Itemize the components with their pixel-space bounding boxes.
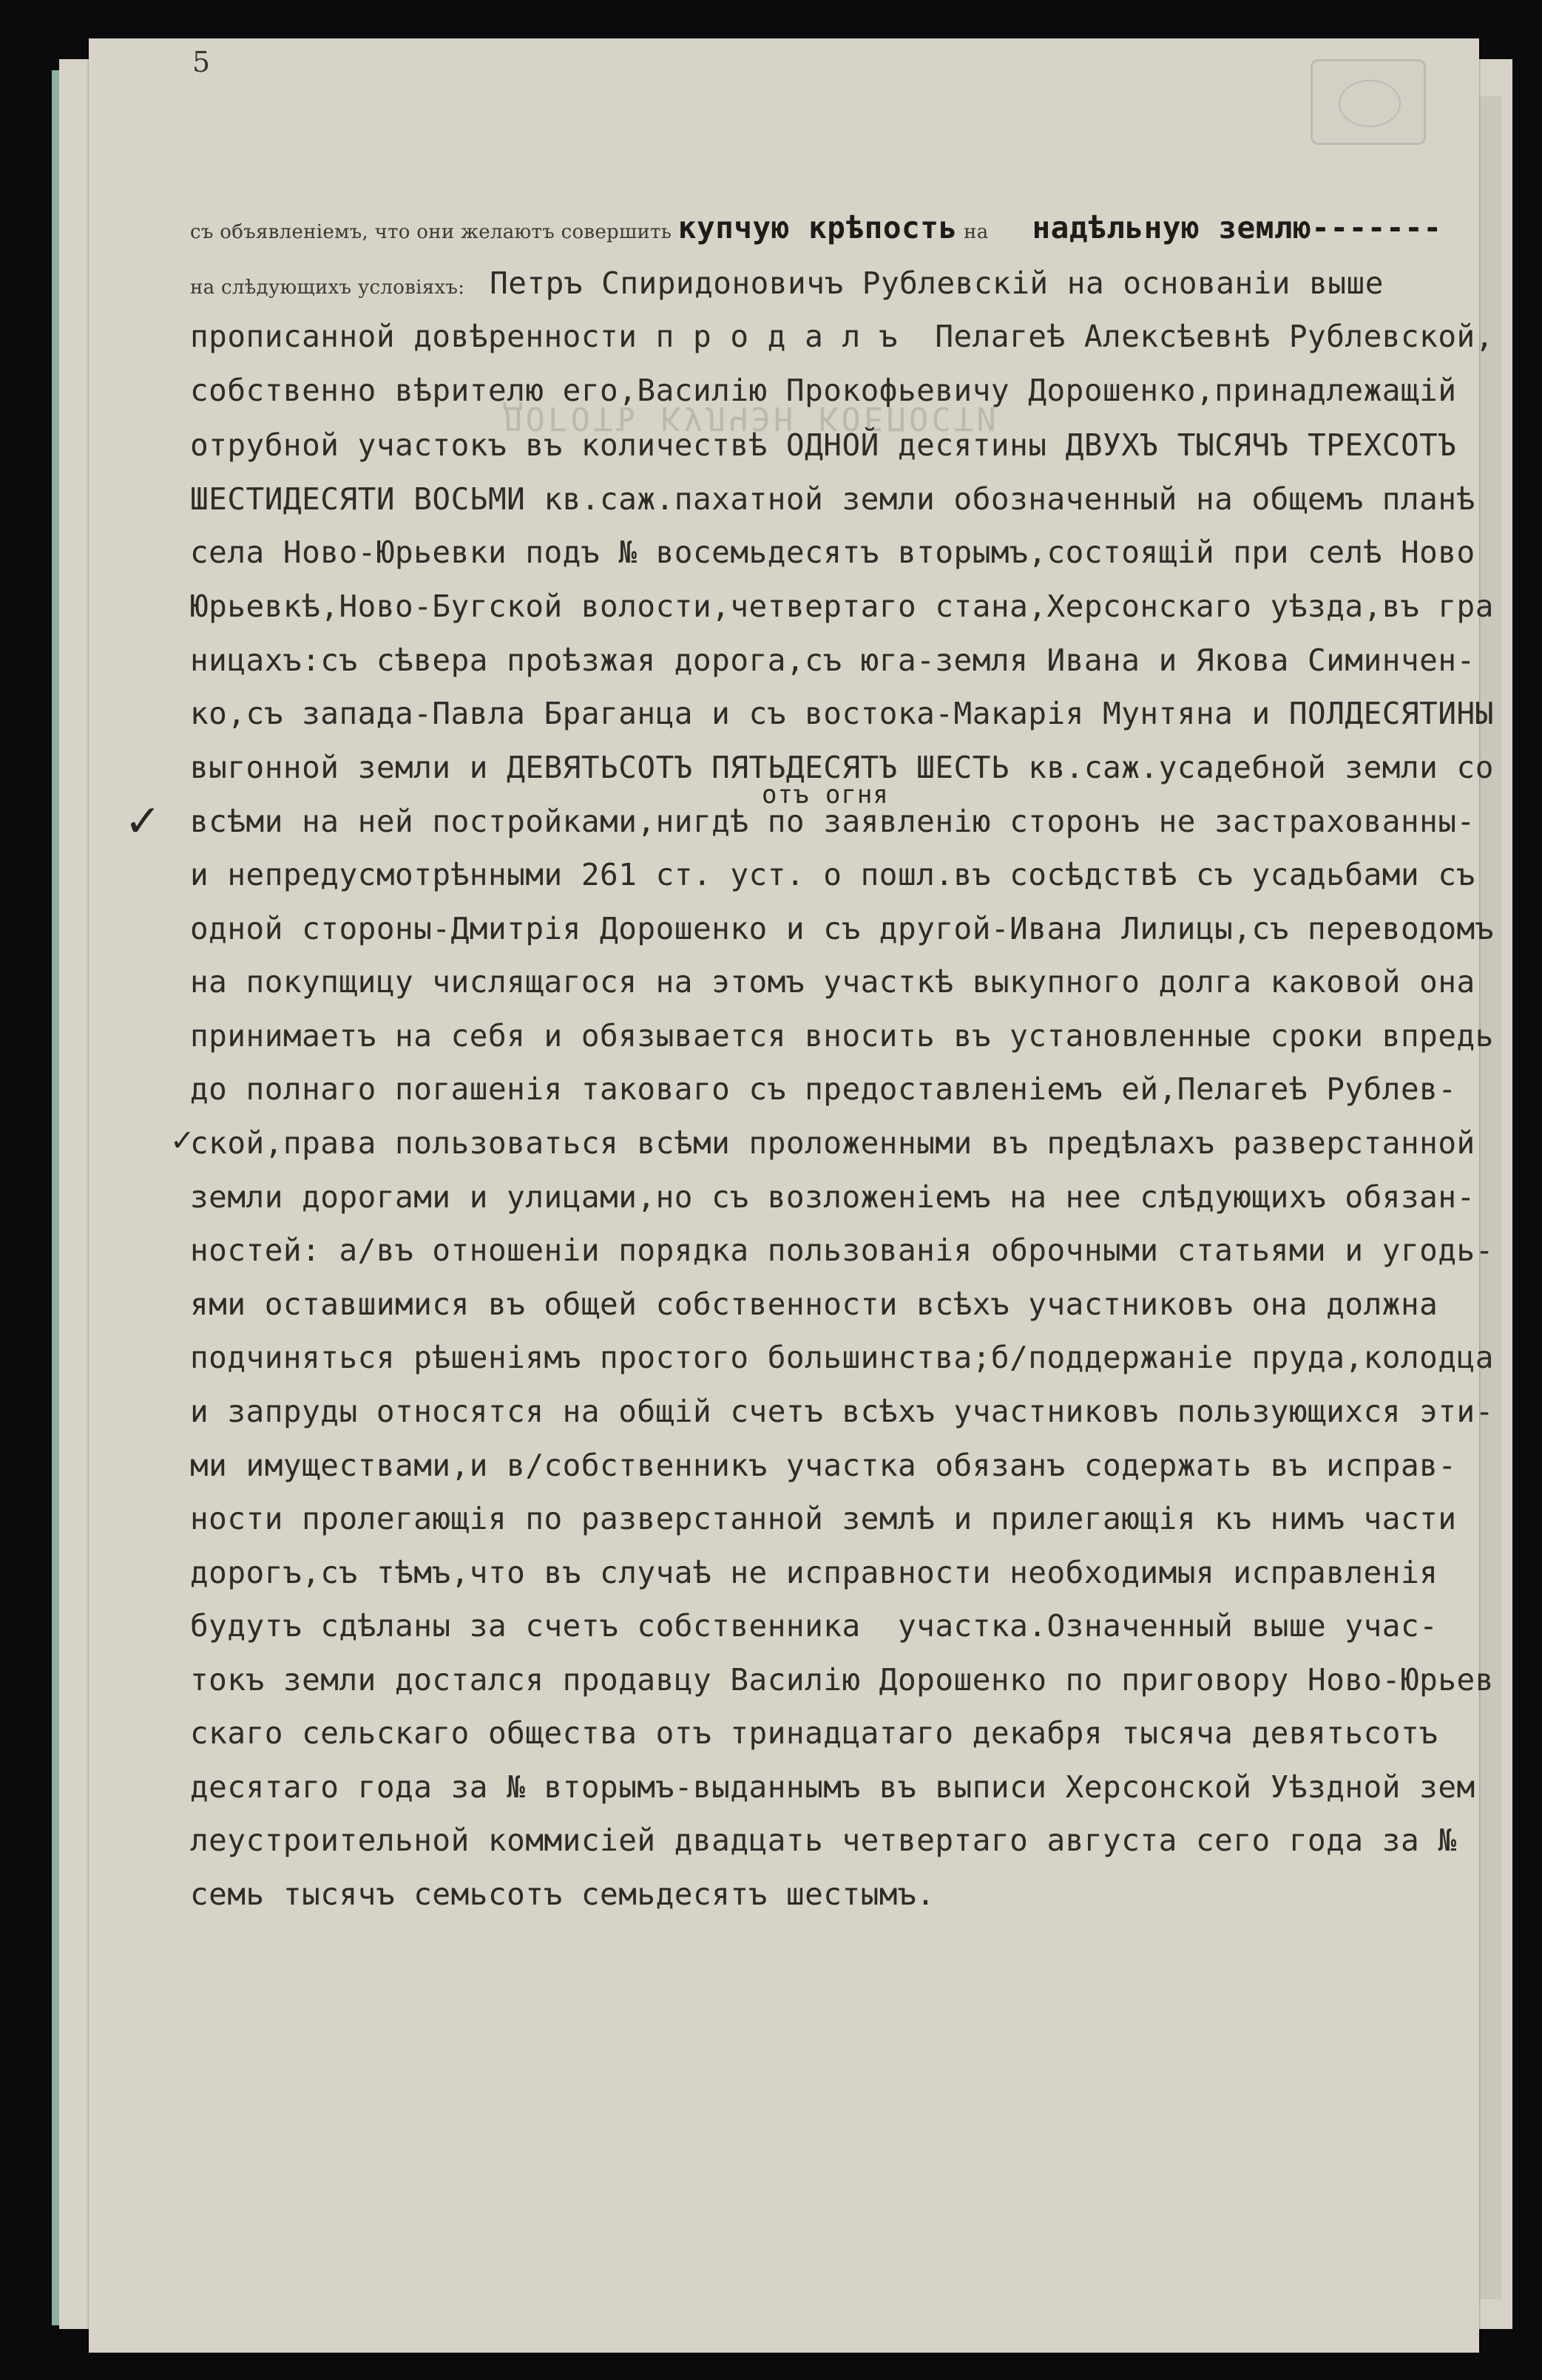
text-line xyxy=(190,534,1475,571)
text-line xyxy=(190,265,1470,306)
text-segment: собственно вѣрителю его,Василію Прокофьевичу Дорошенко,принадлежащій xyxy=(190,373,1457,408)
text-line xyxy=(190,372,1470,409)
text-line xyxy=(190,427,1470,464)
text-segment: ми имуществами,и в/собственникъ участка обязанъ содержать въ исправ- xyxy=(190,1448,1457,1483)
text-line xyxy=(190,588,1494,625)
text-segment: купчую крѣпость xyxy=(677,210,958,245)
text-line xyxy=(190,1125,1475,1162)
text-segment: до полнаго погашенія таковаго съ предоставленіемъ ей,Пелагеѣ Рублев- xyxy=(190,1071,1457,1107)
text-segment: токъ земли достался продавцу Василію Дорошенко по приговору Ново-Юрьев xyxy=(190,1662,1494,1698)
text-line xyxy=(190,481,1475,518)
margin-check-mark: ✓ xyxy=(124,796,162,847)
text-segment: всѣми на ней постройками,нигдѣ по заявленію сторонъ не застрахованны- xyxy=(190,804,1475,839)
text-segment: ницахъ:съ сѣвера проѣзжая дорога,съ юга-земля Ивана и Якова Симинчен- xyxy=(190,643,1475,678)
text-segment: Юрьевкѣ,Ново-Бугской волости,четвертаго стана,Херсонскаго уѣзда,въ гра xyxy=(190,589,1494,624)
text-segment: ности пролегающія по разверстанной землѣ и прилегающія къ нимъ части xyxy=(190,1501,1457,1536)
text-segment: съ объявленіемъ, что они желаютъ совершить xyxy=(190,221,678,243)
text-line xyxy=(190,1339,1494,1376)
text-line xyxy=(190,910,1494,947)
text-segment: дорогъ,съ тѣмъ,что въ случаѣ не исправности необходимыя исправленія xyxy=(190,1555,1438,1590)
text-segment: скаго сельскаго общества отъ тринадцатаго декабря тысяча девятьсотъ xyxy=(190,1715,1438,1751)
text-segment: прописанной довѣренности п р о д а л ъ Пелагеѣ Алексѣевнѣ Рублевской, xyxy=(190,319,1494,354)
text-line xyxy=(190,1876,1470,1913)
text-segment: ностей: а/въ отношеніи порядка пользованія оброчными статьями и угодь- xyxy=(190,1233,1494,1268)
text-segment: отрубной участокъ въ количествѣ ОДНОЙ десятины ДВУХЪ ТЫСЯЧЪ ТРЕХСОТЪ xyxy=(190,427,1457,463)
text-segment: подчиняться рѣшеніямъ простого большинства;б/поддержаніе пруда,колодца xyxy=(190,1340,1494,1375)
text-line xyxy=(190,209,1470,251)
text-segment: на покупщицу числящагося на этомъ участкѣ выкупного долга каковой она xyxy=(190,964,1475,1000)
text-line xyxy=(190,1447,1470,1484)
text-line xyxy=(190,1286,1470,1323)
text-segment: на слѣдующихъ условіяхъ: xyxy=(190,277,471,299)
text-segment: одной стороны-Дмитрія Дорошенко и съ другой-Ивана Лилицы,съ переводомъ xyxy=(190,911,1494,946)
bleed-through-text: ДОГОТЪ КУЛЧЭН КОЕПОСТИ xyxy=(503,399,999,437)
text-line xyxy=(190,856,1475,893)
text-segment: ской,права пользоваться всѣми проложенными въ предѣлахъ разверстанной xyxy=(190,1125,1475,1161)
text-line xyxy=(190,1500,1470,1537)
text-segment: ко,съ запада-Павла Браганца и съ востока-Макарія Мунтяна и ПОЛДЕСЯТИНЫ xyxy=(190,696,1494,731)
text-segment: и непредусмотрѣнными 261 ст. уст. о пошл.въ сосѣдствѣ съ усадьбами съ xyxy=(190,857,1475,892)
text-segment: ями оставшимися въ общей собственности всѣхъ участниковъ она должна xyxy=(190,1286,1438,1322)
text-line xyxy=(190,1179,1475,1216)
text-segment: семь тысячъ семьсотъ семьдесятъ шестымъ. xyxy=(190,1876,936,1912)
text-line xyxy=(190,1822,1470,1859)
text-line xyxy=(190,1393,1494,1430)
text-line xyxy=(190,695,1494,732)
text-segment: будутъ сдѣланы за счетъ собственника участка.Означенный выше учас- xyxy=(190,1608,1438,1644)
text-line xyxy=(190,1715,1470,1752)
text-line xyxy=(190,963,1475,1000)
text-line xyxy=(190,1071,1470,1108)
margin-check-mark: ✓ xyxy=(170,1124,195,1158)
corner-page-mark: 5 xyxy=(192,46,211,78)
interlinear-note: отъ огня xyxy=(762,780,889,810)
text-segment: села Ново-Юрьевки подъ № восемьдесятъ вторымъ,состоящій при селѣ Ново xyxy=(190,535,1475,570)
text-segment: ШЕСТИДЕСЯТИ ВОСЬМИ кв.саж.пахатной земли обозначенный на общемъ планѣ xyxy=(190,481,1475,517)
text-segment: выгонной земли и ДЕВЯТЬСОТЪ ПЯТЬДЕСЯТЪ ШЕСТЬ кв.саж.усадебной земли со xyxy=(190,750,1494,785)
text-line xyxy=(190,1607,1470,1644)
text-line xyxy=(190,1017,1494,1054)
text-segment: Петръ Спиридоновичъ Рублевскій на основаніи выше xyxy=(470,265,1384,301)
text-line xyxy=(190,1769,1475,1806)
text-line xyxy=(190,642,1475,679)
text-segment: на xyxy=(957,221,995,243)
text-segment: и запруды относятся на общій счетъ всѣхъ участниковъ пользующихся эти- xyxy=(190,1394,1494,1429)
text-line xyxy=(190,318,1494,355)
archive-stamp-icon xyxy=(1311,59,1426,145)
text-line xyxy=(190,1232,1494,1269)
text-line xyxy=(190,1661,1494,1698)
text-segment: принимаетъ на себя и обязывается вносить въ установленные сроки впредь xyxy=(190,1018,1494,1054)
text-segment: надѣльную землю------- xyxy=(995,210,1442,245)
stamp-circle-icon xyxy=(1339,80,1401,127)
text-line xyxy=(190,1554,1470,1591)
text-segment: леустроительной коммисіей двадцать четвертаго августа сего года за № xyxy=(190,1823,1457,1858)
text-segment: десятаго года за № вторымъ-выданнымъ въ выписи Херсонской Уѣздной зем xyxy=(190,1769,1475,1805)
text-segment: земли дорогами и улицами,но съ возложеніемъ на нее слѣдующихъ обязан- xyxy=(190,1179,1475,1215)
